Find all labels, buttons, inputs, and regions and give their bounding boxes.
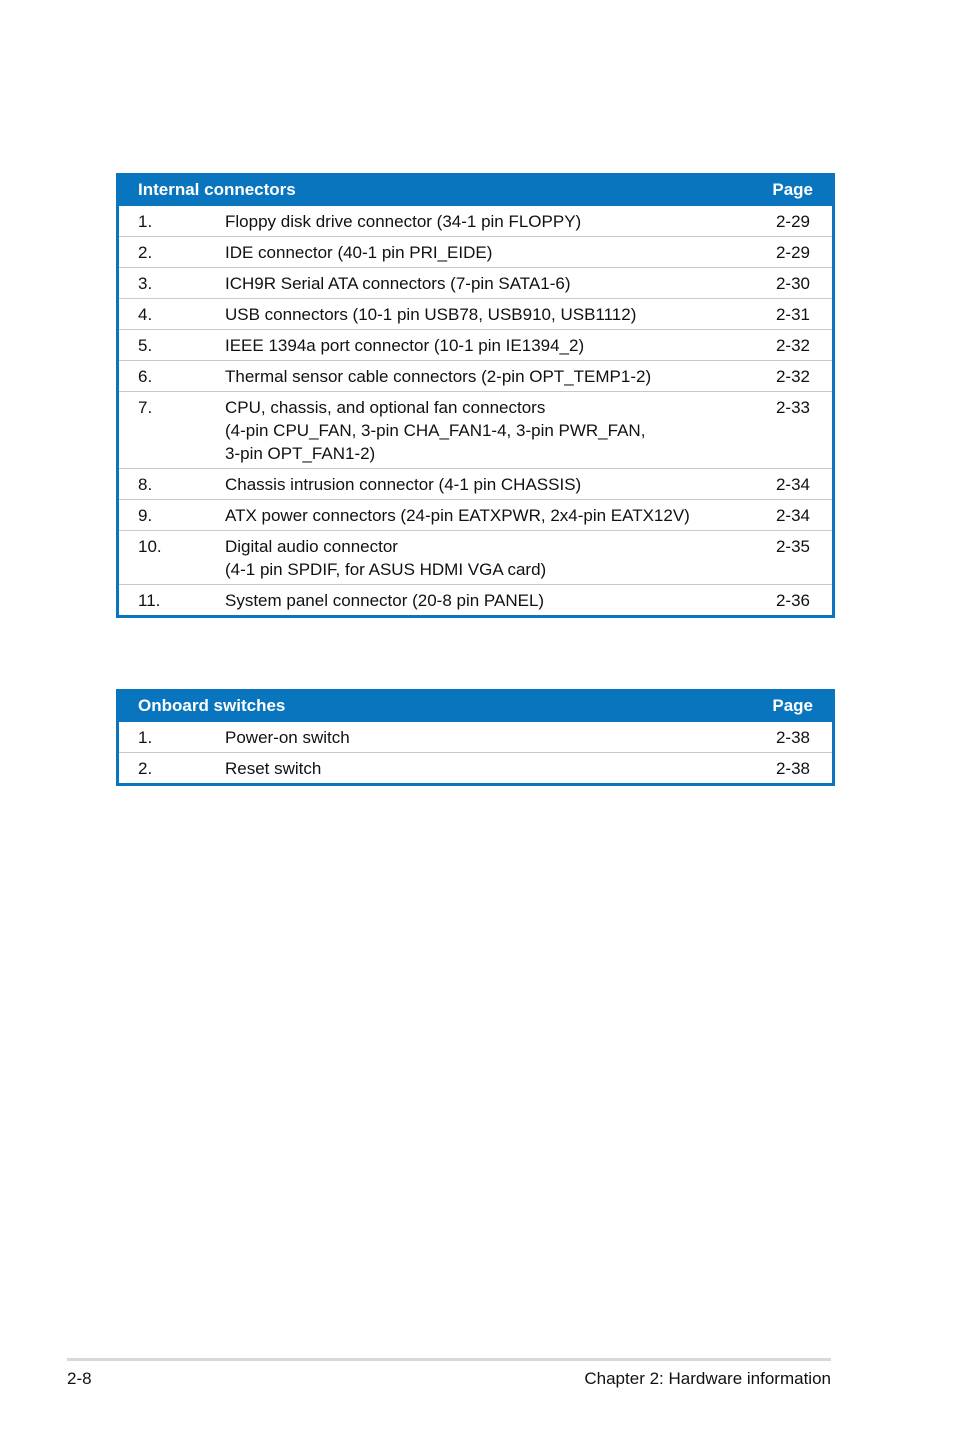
row-description	[225, 365, 750, 388]
table-row	[119, 236, 832, 267]
description-line: Thermal sensor cable connectors (2-pin OPT_TEMP1-2)	[225, 367, 652, 386]
table-row	[119, 360, 832, 391]
description-line: (4-1 pin SPDIF, for ASUS HDMI VGA card)	[225, 560, 547, 579]
table-header	[116, 689, 835, 722]
row-number: 9.	[138, 506, 153, 525]
table-title: Internal connectors	[138, 179, 296, 199]
description-line: Reset switch	[225, 759, 322, 778]
row-number: 2.	[138, 759, 153, 778]
row-description	[225, 726, 750, 749]
footer-page-number: 2-8	[67, 1369, 92, 1388]
row-number: 10.	[138, 537, 162, 556]
table-row	[119, 722, 832, 752]
row-page-ref: 2-38	[775, 728, 810, 747]
table-row	[119, 499, 832, 530]
row-description	[225, 504, 750, 527]
table-row	[119, 329, 832, 360]
description-line: CPU, chassis, and optional fan connectors	[225, 398, 546, 417]
table-title: Onboard switches	[138, 695, 286, 715]
description-line: (4-pin CPU_FAN, 3-pin CHA_FAN1-4, 3-pin PWR_FAN,	[225, 421, 646, 440]
row-number: 8.	[138, 475, 153, 494]
row-number: 4.	[138, 305, 153, 324]
table-row	[119, 267, 832, 298]
row-number: 3.	[138, 274, 153, 293]
row-description	[225, 272, 750, 295]
row-description	[225, 303, 750, 326]
row-page-ref: 2-34	[775, 506, 810, 525]
row-number: 5.	[138, 336, 153, 355]
row-description	[225, 210, 750, 233]
description-line: System panel connector (20-8 pin PANEL)	[225, 591, 545, 610]
row-page-ref: 2-36	[775, 591, 810, 610]
table-row	[119, 298, 832, 329]
row-page-ref: 2-34	[775, 475, 810, 494]
footer-chapter-title: Chapter 2: Hardware information	[584, 1369, 831, 1388]
onboard-switches-table	[116, 689, 835, 786]
row-description	[225, 473, 750, 496]
description-line: IDE connector (40-1 pin PRI_EIDE)	[225, 243, 493, 262]
row-description	[225, 535, 750, 581]
table-row	[119, 206, 832, 236]
description-line: Power-on switch	[225, 728, 350, 747]
row-page-ref: 2-29	[775, 243, 810, 262]
table-body	[119, 722, 832, 783]
row-number: 1.	[138, 212, 153, 231]
table-row	[119, 468, 832, 499]
row-description	[225, 757, 750, 780]
page-column-header: Page	[772, 179, 813, 199]
table-header	[116, 173, 835, 206]
row-number: 11.	[138, 591, 161, 610]
description-line: 3-pin OPT_FAN1-2)	[225, 444, 376, 463]
table-row	[119, 391, 832, 468]
description-line: ATX power connectors (24-pin EATXPWR, 2x4-pin EATX12V)	[225, 506, 690, 525]
description-line: ICH9R Serial ATA connectors (7-pin SATA1-6)	[225, 274, 571, 293]
internal-connectors-table	[116, 173, 835, 618]
description-line: Floppy disk drive connector (34-1 pin FLOPPY)	[225, 212, 582, 231]
row-description	[225, 241, 750, 264]
row-page-ref: 2-35	[775, 537, 810, 556]
row-page-ref: 2-33	[775, 398, 810, 417]
description-line: USB connectors (10-1 pin USB78, USB910, USB1112)	[225, 305, 637, 324]
row-page-ref: 2-32	[775, 336, 810, 355]
row-page-ref: 2-29	[775, 212, 810, 231]
table-row	[119, 530, 832, 584]
row-description	[225, 589, 750, 612]
table-row	[119, 752, 832, 783]
row-number: 2.	[138, 243, 153, 262]
description-line: IEEE 1394a port connector (10-1 pin IE1394_2)	[225, 336, 585, 355]
description-line: Digital audio connector	[225, 537, 398, 556]
row-page-ref: 2-31	[775, 305, 810, 324]
row-number: 7.	[138, 398, 153, 417]
footer-divider	[67, 1358, 831, 1361]
row-page-ref: 2-32	[775, 367, 810, 386]
row-page-ref: 2-30	[775, 274, 810, 293]
row-page-ref: 2-38	[775, 759, 810, 778]
description-line: Chassis intrusion connector (4-1 pin CHASSIS)	[225, 475, 582, 494]
row-description	[225, 396, 750, 465]
table-row	[119, 584, 832, 615]
row-description	[225, 334, 750, 357]
row-number: 6.	[138, 367, 153, 386]
row-number: 1.	[138, 728, 153, 747]
table-body	[119, 206, 832, 615]
page-column-header: Page	[772, 695, 813, 715]
